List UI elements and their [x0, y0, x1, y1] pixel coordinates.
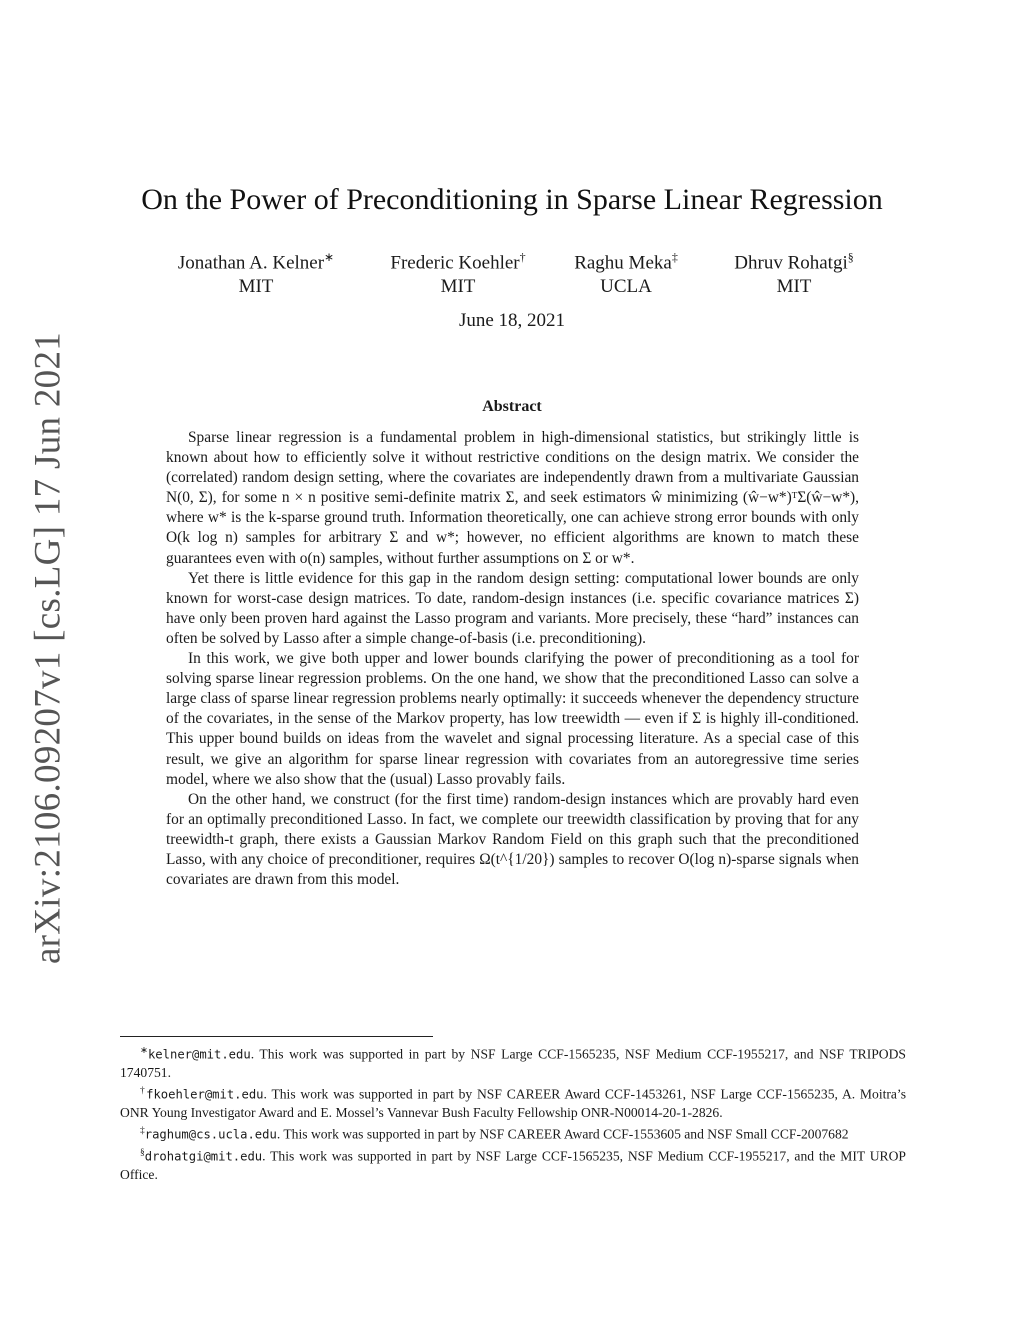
publication-date: June 18, 2021: [458, 310, 566, 331]
author-footnote-mark[interactable]: §: [847, 250, 854, 264]
author-block: [158, 245, 354, 299]
footnote: [120, 1042, 906, 1082]
author-name-line: [158, 245, 354, 275]
author-affiliation: UCLA: [600, 276, 652, 298]
abstract-heading: Abstract: [482, 398, 542, 415]
author-block: [562, 245, 690, 299]
footnote-email[interactable]: drohatgi@mit.edu: [144, 1149, 263, 1164]
footnote-mark: †: [140, 1086, 147, 1097]
author-footnote-mark[interactable]: ‡: [671, 250, 678, 264]
footnote-text: . This work was supported in part by NSF CAREER Award CCF-1553605 and NSF Small CCF-2007682: [276, 1126, 849, 1142]
footnote-text: . This work was supported in part by NSF Large CCF-1565235, NSF Medium CCF-1955217, and NSF TRIPODS 1740751.: [120, 1046, 906, 1080]
author-name: Jonathan A. Kelner: [177, 252, 325, 274]
footnote: [120, 1082, 906, 1122]
author-name: Dhruv Rohatgi: [734, 252, 848, 274]
footnote-email[interactable]: kelner@mit.edu: [147, 1047, 251, 1062]
author-name-line: [562, 245, 690, 275]
author-affiliation: MIT: [238, 276, 274, 298]
author-name-line: [720, 245, 868, 275]
abstract-body: [166, 428, 859, 890]
footnote-mark: ‡: [140, 1126, 145, 1137]
abstract-paragraph: In this work, we give both upper and lower bounds clarifying the power of preconditioning as a tool for solving sparse linear regression problems. On the one hand, we show that the preconditioned Lasso can solve a large class of sparse linear regression problems nearly optimally: it succeeds whenever the dependency structure of the covariates, in the sense of the Markov property, has low treewidth — even if Σ is highly ill-conditioned. This upper bound builds on ideas from the wavelet and signal processing literature. As a special case of this result, we give an algorithm for sparse linear regression with covariates from an autoregressive time series model, where we also show that the (usual) Lasso provably fails.: [166, 650, 859, 788]
abstract-paragraph: On the other hand, we construct (for the first time) random-design instances which are provably hard even for an optimally preconditioned Lasso. In fact, we complete our treewidth classification by proving that for any treewidth-t graph, there exists a Gaussian Markov Random Field on this graph such that the preconditioned Lasso, with any choice of preconditioner, requires Ω(t^{1/20}) samples to recover O(log n)-sparse signals when covariates are drawn from this model.: [166, 790, 859, 889]
footnote-divider: [120, 1036, 433, 1037]
author-name: Raghu Meka: [574, 252, 672, 274]
arxiv-identifier[interactable]: arXiv:2106.09207v1 [cs.LG] 17 Jun 2021: [27, 331, 69, 965]
author-name: Frederic Koehler: [390, 252, 520, 274]
author-footnote-mark[interactable]: †: [519, 250, 526, 264]
footnote-mark: §: [140, 1148, 145, 1159]
author-affiliation: MIT: [440, 276, 476, 298]
paper-title: On the Power of Preconditioning in Sparse Linear Regression: [141, 183, 883, 216]
footnote-email[interactable]: raghum@cs.ucla.edu: [144, 1127, 277, 1142]
footnote-mark: ∗: [140, 1046, 148, 1056]
footnote-text: . This work was supported in part by NSF Large CCF-1565235, NSF Medium CCF-1955217, and the MIT UROP Office.: [120, 1148, 906, 1182]
author-block: [378, 245, 538, 299]
author-footnote-mark[interactable]: ∗: [324, 250, 335, 264]
abstract-paragraph: Yet there is little evidence for this gap in the random design setting: computational lower bounds are only known for worst-case design matrices. To date, random-design instances (i.e. specific covariance matrices Σ) have only been proven hard against the Lasso program and variants. More precisely, these “hard” instances can often be solved by Lasso after a simple change-of-basis (i.e. preconditioning).: [166, 569, 859, 647]
footnote: [120, 1122, 906, 1144]
abstract-paragraph: Sparse linear regression is a fundamental problem in high-dimensional statistics, but strikingly little is known about how to efficiently solve it without restrictive conditions on the design matrix. We consider the (correlated) random design setting, where the covariates are independently drawn from a multivariate Gaussian N(0, Σ), for some n × n positive semi-definite matrix Σ, and seek estimators ŵ minimizing (ŵ−w*)ᵀΣ(ŵ−w*), where w* is the k-sparse ground truth. Information theoretically, one can achieve strong error bounds with only O(k log n) samples for arbitrary Σ and w*; however, no efficient algorithms are known to match these guarantees even with o(n) samples, without further assumptions on Σ or w*.: [166, 429, 859, 567]
footnotes: [120, 1042, 906, 1184]
footnote-email[interactable]: fkoehler@mit.edu: [146, 1087, 264, 1102]
footnote-text: . This work was supported in part by NSF CAREER Award CCF-1453261, NSF Large CCF-1565235, A. Moitra’s ONR Young Investigator Award and E. Mossel’s Vannevar Bush Faculty Fellowship ONR-N00014-20-1-2826.: [120, 1086, 906, 1120]
author-affiliation: MIT: [776, 276, 812, 298]
footnote: [120, 1144, 906, 1184]
author-name-line: [378, 245, 538, 275]
author-block: [720, 245, 868, 299]
